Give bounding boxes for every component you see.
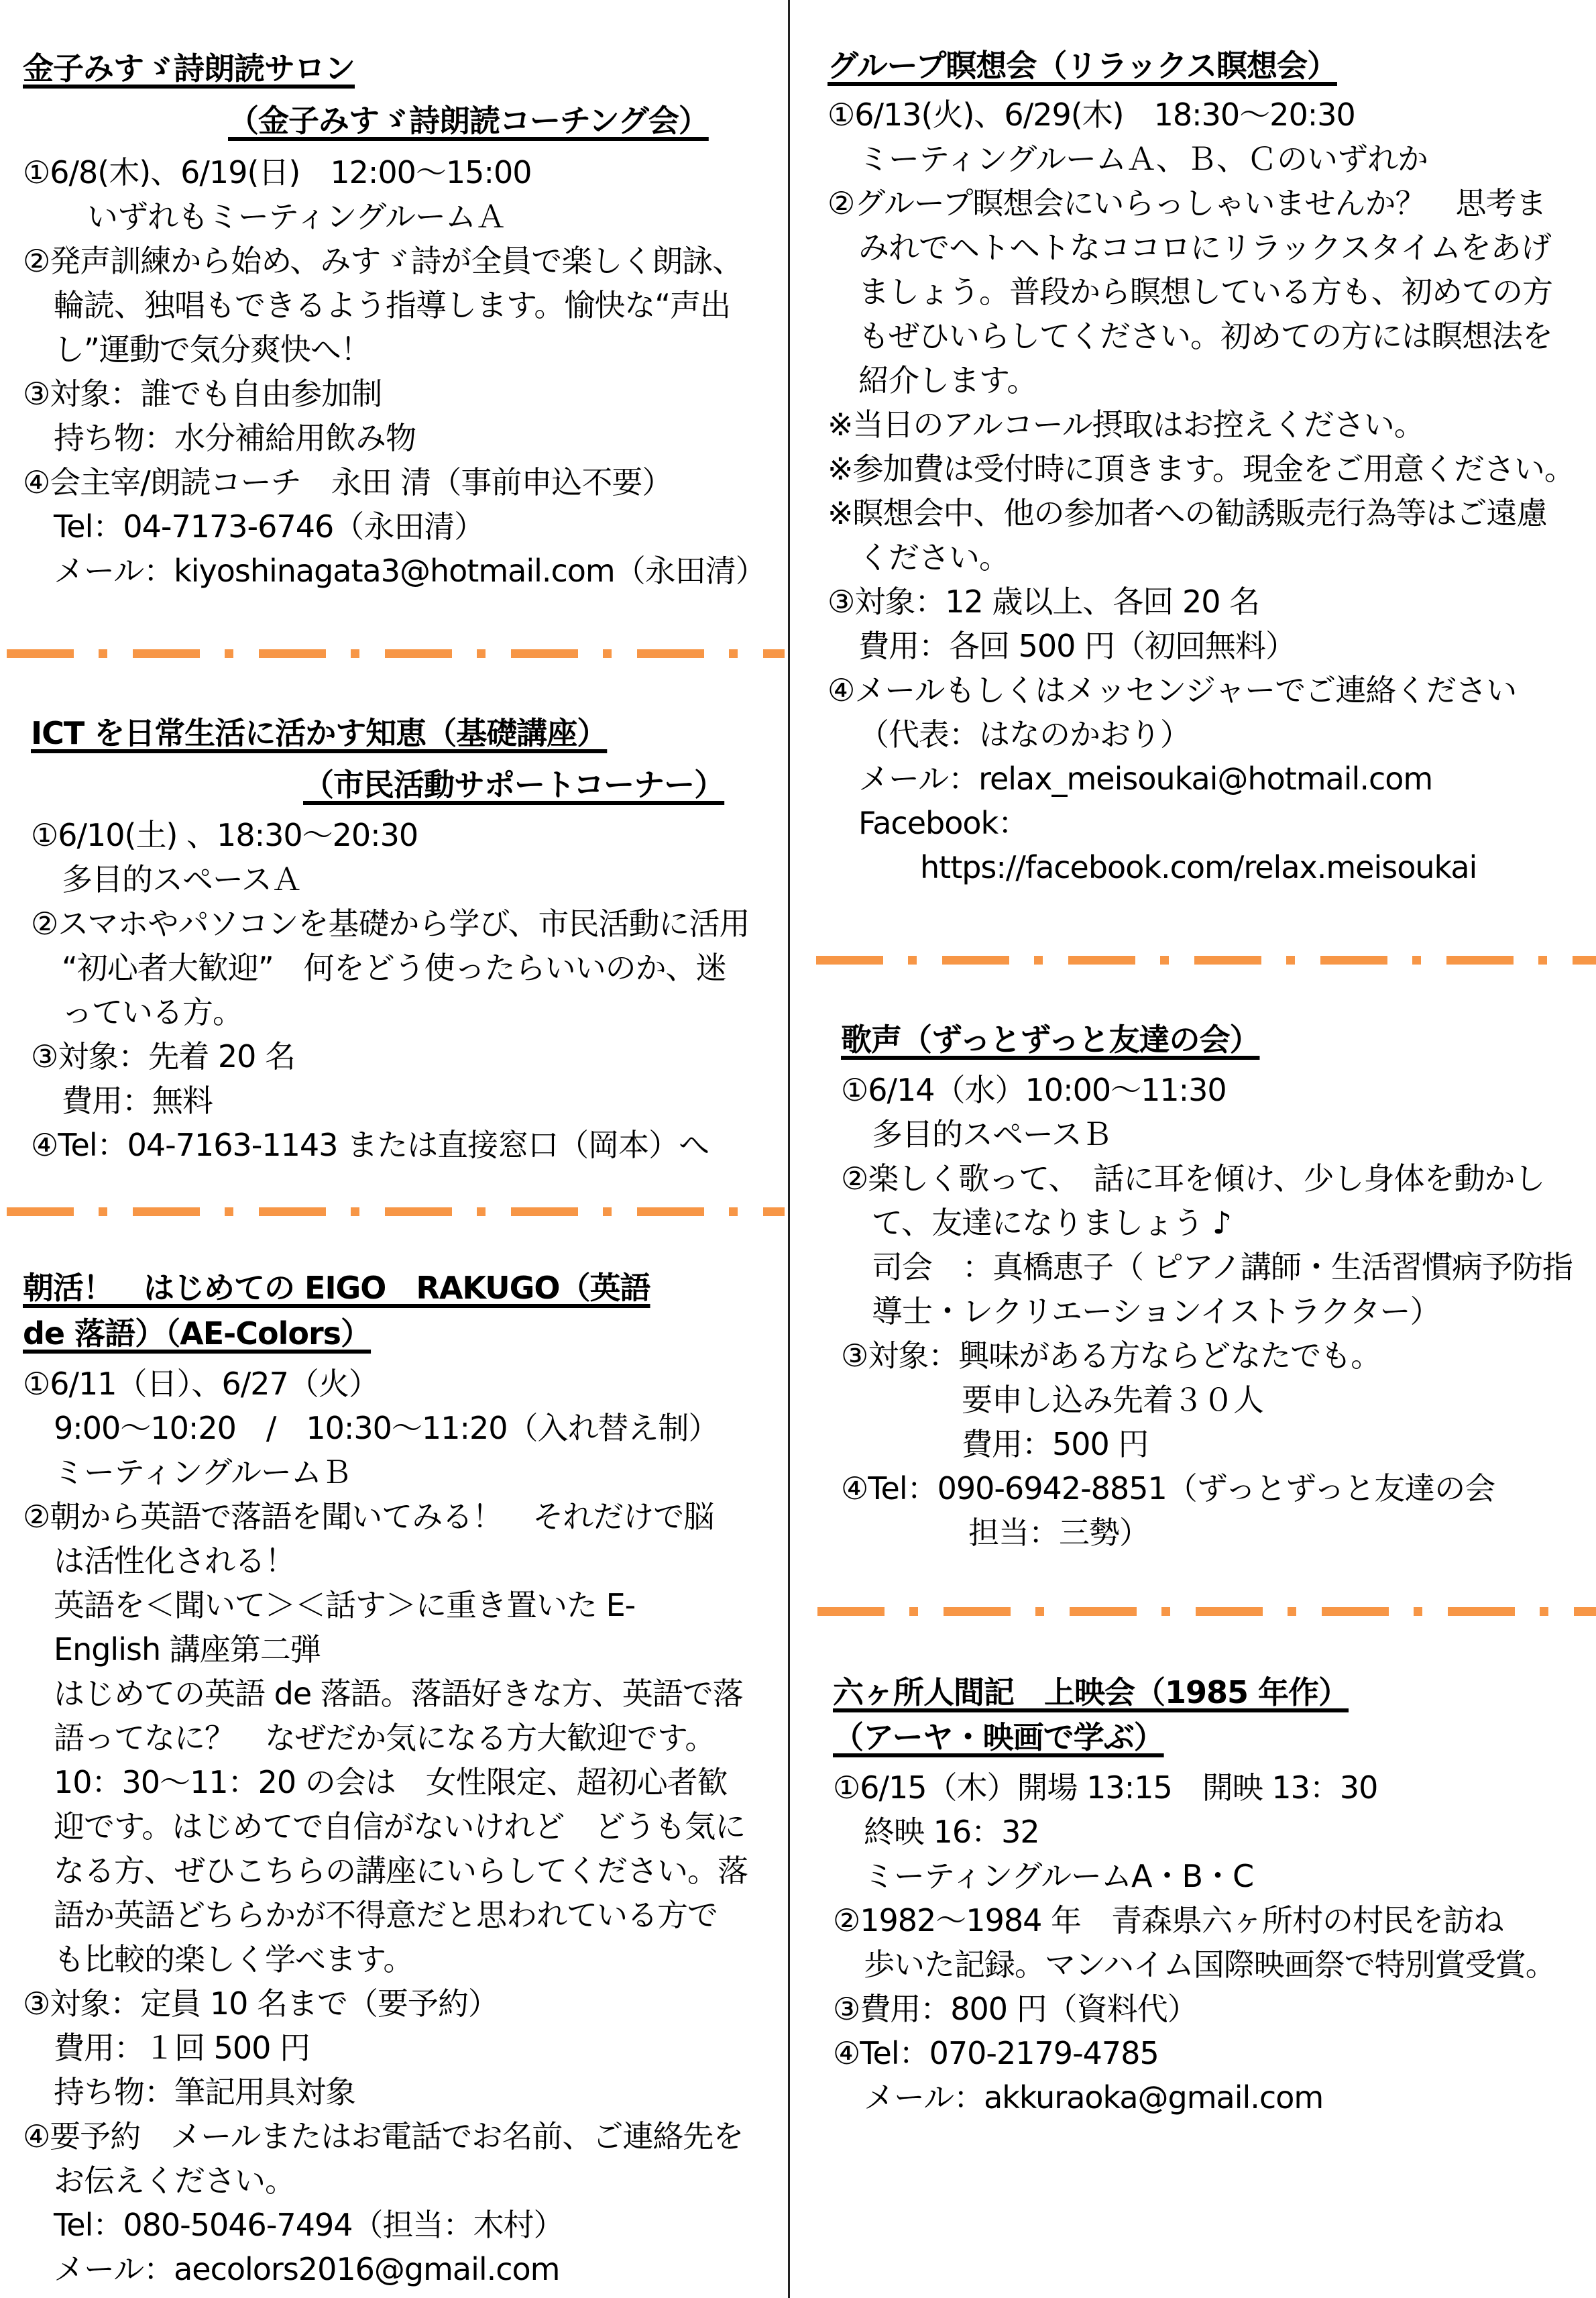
section-subtitle: （金子みすゞ詩朗読コーチング会） <box>228 103 709 139</box>
info-line: 多目的スペースＡ <box>62 861 302 897</box>
info-line: 10：30～11：20 の会は 女性限定、超初心者歓 <box>54 1764 728 1800</box>
section-title: 六ヶ所人間記 上映会（1985 年作） <box>833 1674 1349 1710</box>
info-line: 持ち物：水分補給用飲み物 <box>54 420 416 456</box>
info-line: ④会主宰/朗読コーチ 永田 清（事前申込不要） <box>23 464 673 500</box>
phone-line: ④Tel：04-7163-1143 または直接窓口（岡本）へ <box>31 1127 709 1163</box>
info-line: なる方、ぜひこちらの講座にいらしてください。落 <box>54 1853 748 1889</box>
facebook-link[interactable]: https://facebook.com/relax.meisoukai <box>920 849 1477 885</box>
clipped-text-fragment <box>40 1172 711 1179</box>
info-line: ①6/11（日）、6/27（火） <box>23 1366 379 1402</box>
info-line: お伝えください。 <box>54 2163 295 2199</box>
info-line: 費用：１回 500 円 <box>54 2030 310 2066</box>
section-title: ICT を日常生活に活かす知恵（基礎講座） <box>31 715 608 751</box>
info-line: ③対象：12 歳以上、各回 20 名 <box>828 584 1260 620</box>
info-line: 費用：各回 500 円（初回無料） <box>858 628 1296 664</box>
note-line: ※参加費は受付時に頂きます。現金をご用意ください。 <box>828 451 1575 487</box>
info-line: ミーティングルームＢ <box>54 1454 352 1490</box>
info-line: はじめての英語 de 落語。落語好きな方、英語で落 <box>54 1676 743 1712</box>
info-line: は活性化される！ <box>54 1543 295 1579</box>
info-line: 語か英語どちらかが不得意だと思われている方で <box>54 1897 718 1933</box>
info-line: ③対象：興味がある方ならどなたでも。 <box>841 1337 1381 1374</box>
info-line: もぜひいらしてください。初めての方には瞑想法を <box>858 318 1552 354</box>
info-line: ④メールもしくはメッセンジャーでご連絡ください <box>828 672 1517 708</box>
info-line: 英語を＜聞いて＞＜話す＞に重き置いた E- <box>54 1587 636 1623</box>
info-line: みれでヘトヘトなココロにリラックスタイムをあげ <box>858 229 1551 266</box>
info-line: 語ってなに？ なぜだか気になる方大歓迎です。 <box>54 1720 716 1756</box>
info-line: ③対象：先着 20 名 <box>31 1038 296 1075</box>
info-line: ④要予約 メールまたはお電話でお名前、ご連絡先を <box>23 2118 744 2154</box>
info-line: 持ち物：筆記用具対象 <box>54 2074 355 2110</box>
info-line: 多目的スペースＢ <box>872 1116 1112 1152</box>
phone-line: Tel：04-7173-6746（永田清） <box>54 508 485 545</box>
info-line: English 講座第二弾 <box>54 1631 321 1667</box>
phone-line: Tel：080-5046-7494（担当：木村） <box>54 2207 564 2243</box>
note-line: ください。 <box>858 539 1009 576</box>
info-line: て、友達になりましょう ♪ <box>872 1205 1232 1241</box>
info-line: 司会 ：真橋恵子（ ピアノ講師・生活習慣病予防指 <box>872 1249 1573 1285</box>
orange-dash-divider <box>816 956 1596 965</box>
info-line: っている方。 <box>62 994 243 1030</box>
info-line: ①6/10(土) 、18:30～20:30 <box>31 817 418 853</box>
note-line: ※当日のアルコール摂取はお控えください。 <box>828 406 1424 443</box>
section-subtitle: （アーヤ・映画で学ぶ） <box>833 1719 1164 1755</box>
info-line: ましょう。普段から瞑想している方も、初めての方 <box>858 274 1552 310</box>
info-line: 終映 16：32 <box>864 1814 1039 1850</box>
info-line: ①6/8(木)、6/19(日) 12:00～15:00 <box>23 154 532 190</box>
info-line: ②発声訓練から始め、みすゞ詩が全員で楽しく朗詠、 <box>23 243 743 279</box>
section-subtitle: de 落語）（AE-Colors） <box>23 1315 372 1352</box>
info-line: 輪読、独唱もできるよう指導します。愉快な“声出 <box>54 287 731 323</box>
phone-line: ④Tel：070-2179-4785 <box>833 2035 1159 2071</box>
section-title: 朝活！ はじめての EIGO RAKUGO（英語 <box>23 1270 650 1306</box>
info-line: ③対象：誰でも自由参加制 <box>23 376 382 412</box>
info-line: ②スマホやパソコンを基礎から学び、市民活動に活用 <box>31 906 750 942</box>
email-line[interactable]: メール：aecolors2016@gmail.com <box>54 2251 560 2287</box>
info-line: ミーティングルームA・B・C <box>864 1858 1254 1894</box>
info-line: ①6/13(火)、6/29(木) 18:30～20:30 <box>828 97 1355 133</box>
info-line: ①6/15（木）開場 13:15 開映 13：30 <box>833 1769 1378 1806</box>
info-line: 歩いた記録。マンハイム国際映画祭で特別賞受賞。 <box>864 1947 1556 1983</box>
section-title: 歌声（ずっとずっと友達の会） <box>841 1022 1260 1058</box>
info-line: いずれもミーティングルームＡ <box>87 199 506 235</box>
info-line: ②楽しく歌って、 話に耳を傾け、少し身体を動かし <box>841 1160 1545 1197</box>
info-line: ②1982～1984 年 青森県六ヶ所村の村民を訪ね <box>833 1902 1503 1938</box>
info-line: （代表：はなのかおり） <box>858 716 1190 753</box>
orange-dash-divider <box>817 1607 1596 1616</box>
info-line: 紹介します。 <box>858 362 1037 398</box>
email-line[interactable]: メール：relax_meisoukai@hotmail.com <box>858 761 1433 797</box>
info-line: 担当：三勢） <box>968 1515 1149 1551</box>
orange-dash-divider <box>7 1207 785 1216</box>
info-line: 導士・レクリエーションイストラクター） <box>872 1293 1440 1329</box>
section-subtitle: （市民活動サポートコーナー） <box>303 767 725 803</box>
email-line[interactable]: メール：akkuraoka@gmail.com <box>864 2079 1324 2116</box>
note-line: ※瞑想会中、他の参加者への勧誘販売行為等はご遠慮 <box>828 495 1547 531</box>
orange-dash-divider <box>7 649 785 658</box>
section-title: 金子みすゞ詩朗読サロン <box>23 50 355 87</box>
facebook-label: Facebook： <box>858 805 1029 841</box>
info-line: 費用：500 円 <box>962 1426 1149 1462</box>
info-line: ミーティングルームＡ、Ｂ、Ｃのいずれか <box>858 141 1428 177</box>
phone-line: ④Tel：090-6942-8851（ずっとずっと友達の会 <box>841 1470 1495 1507</box>
info-line: ②朝から英語で落語を聞いてみる！ それだけで脳 <box>23 1498 714 1535</box>
info-line: 費用：無料 <box>62 1083 213 1119</box>
info-line: ①6/14（水）10:00～11:30 <box>841 1072 1227 1108</box>
info-line: ③対象：定員 10 名まで（要予約） <box>23 1985 499 2022</box>
column-separator <box>788 0 790 2298</box>
info-line: ②グループ瞑想会にいらっしゃいませんか？ 思考ま <box>828 185 1546 221</box>
info-line: “初心者大歓迎” 何をどう使ったらいいのか、迷 <box>62 950 726 986</box>
info-line: 迎です。はじめてで自信がないけれど どうも気に <box>54 1808 746 1845</box>
info-line: 要申し込み先着３０人 <box>962 1382 1263 1418</box>
info-line: 9:00～10:20 / 10:30～11:20（入れ替え制） <box>54 1410 719 1446</box>
info-line: ③費用：800 円（資料代） <box>833 1991 1198 2027</box>
info-line: も比較的楽しく学べます。 <box>54 1941 414 1977</box>
section-title: グループ瞑想会（リラックス瞑想会） <box>828 48 1337 84</box>
info-line: し”運動で気分爽快へ！ <box>54 331 371 368</box>
email-line[interactable]: メール：kiyoshinagata3@hotmail.com（永田清） <box>54 553 766 589</box>
